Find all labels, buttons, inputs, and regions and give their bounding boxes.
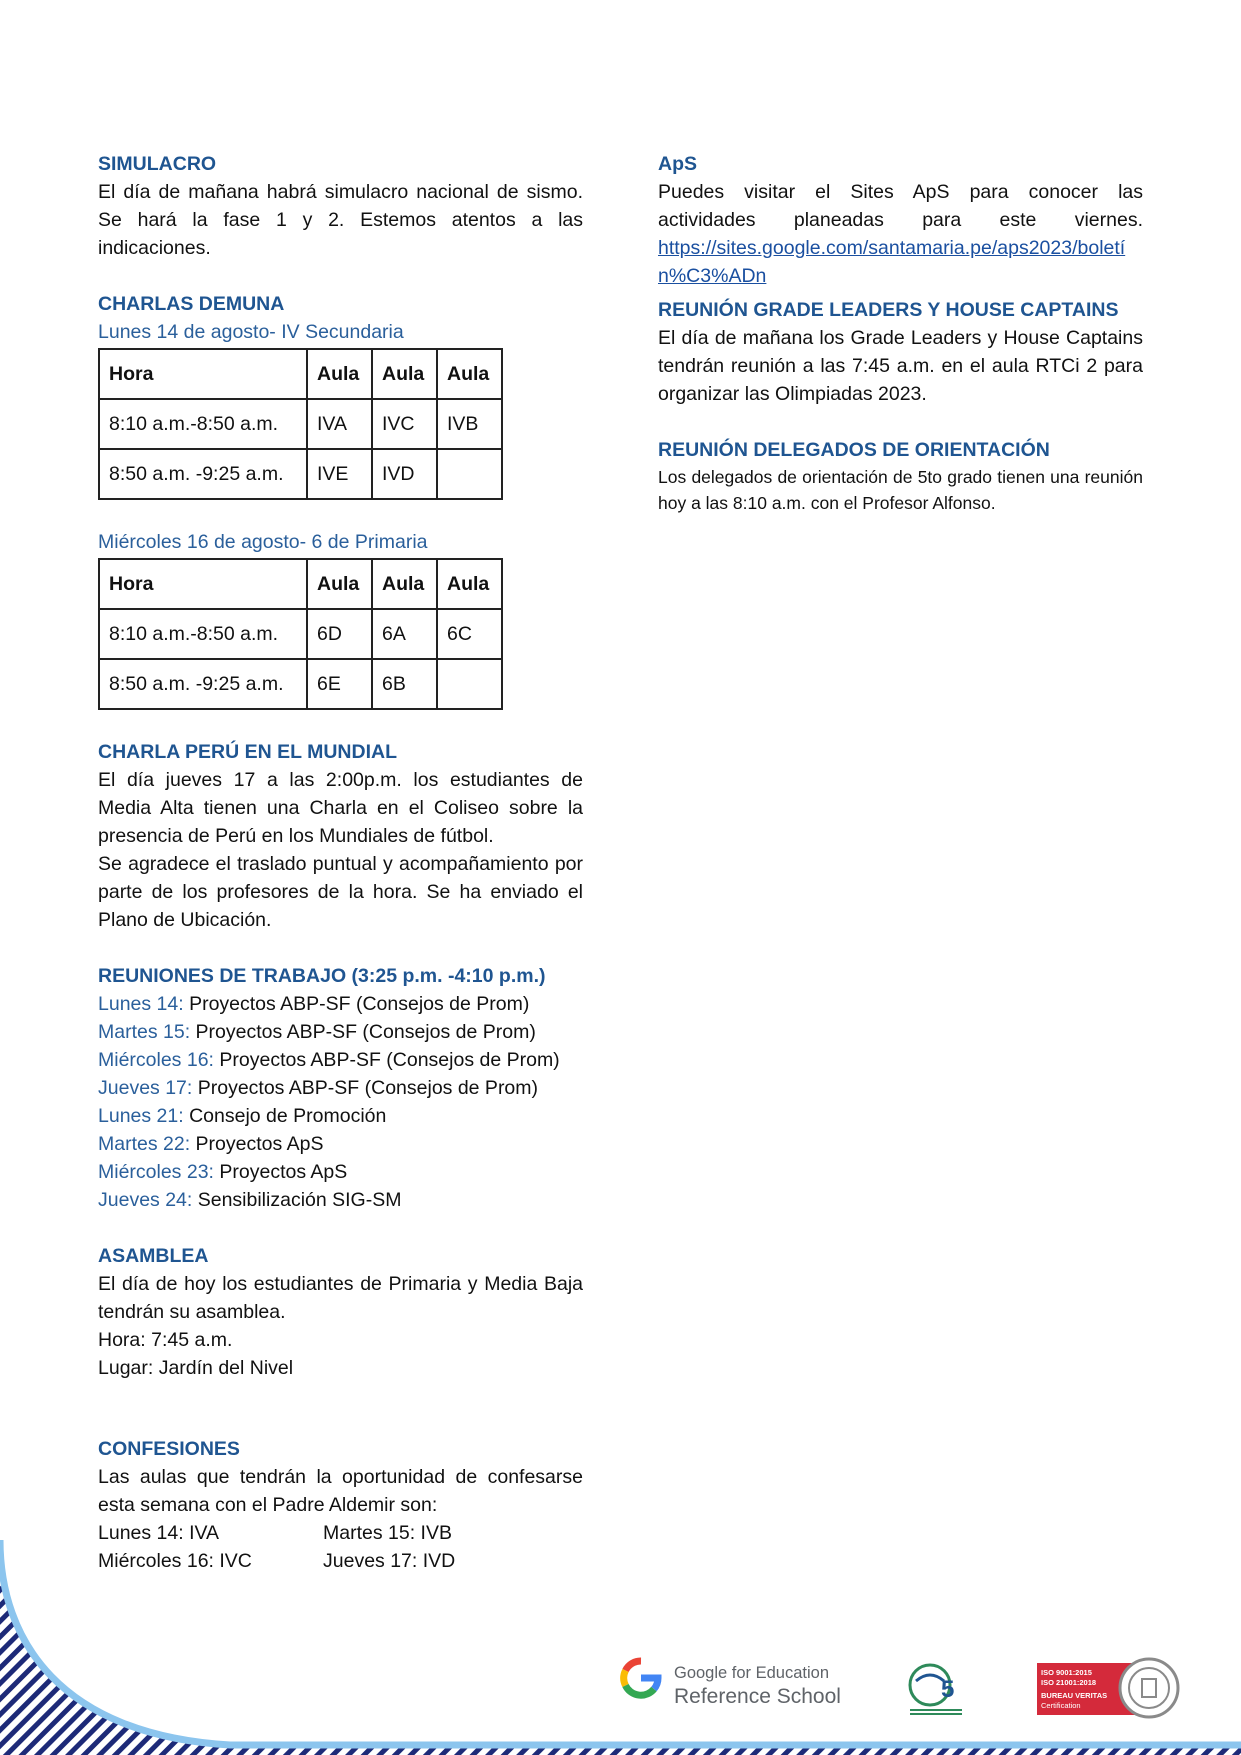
- aps-text-line1: Puedes visitar el Sites ApS para conocer las: [658, 181, 1143, 203]
- svg-text:5: 5: [941, 1676, 955, 1703]
- list-item-text: Consejo de Promoción: [183, 1105, 387, 1127]
- confesiones-item: Miércoles 16: IVC: [98, 1550, 252, 1572]
- list-item: [98, 1102, 583, 1130]
- grade-leaders-heading: REUNIÓN GRADE LEADERS Y HOUSE CAPTAINS: [658, 299, 1119, 321]
- table-cell: IVE: [307, 449, 372, 499]
- bv-line: ISO 9001:2015: [1041, 1668, 1092, 1677]
- table-cell: 6D: [307, 609, 372, 659]
- table-header-cell: Aula: [307, 559, 372, 609]
- list-item-text: Proyectos ABP-SF (Consejos de Prom): [213, 1049, 560, 1071]
- list-item-day: Jueves 17:: [98, 1077, 193, 1099]
- charlas-heading: CHARLAS DEMUNA: [98, 293, 285, 315]
- list-item-day: Martes 22:: [98, 1133, 191, 1155]
- table-cell: IVC: [372, 399, 437, 449]
- asamblea-heading: ASAMBLEA: [98, 1245, 209, 1267]
- list-item-day: Jueves 24:: [98, 1189, 193, 1211]
- table-header-cell: Hora: [99, 349, 307, 399]
- table-cell: 6B: [372, 659, 437, 709]
- simulacro-text: El día de mañana habrá simulacro nacional de sismo. Se hará la fase 1 y 2. Estemos atentos a las indicaciones.: [98, 181, 583, 259]
- table-cell: 6A: [372, 609, 437, 659]
- list-item-text: Proyectos ABP-SF (Consejos de Prom): [192, 1077, 539, 1099]
- table-cell: 6C: [437, 609, 502, 659]
- table-cell: [437, 659, 502, 709]
- asamblea-text: El día de hoy los estudiantes de Primaria y Media Baja tendrán su asamblea.: [98, 1273, 583, 1323]
- list-item-text: Proyectos ApS: [190, 1133, 324, 1155]
- list-item-text: Sensibilización SIG-SM: [192, 1189, 402, 1211]
- list-item: [98, 1158, 583, 1186]
- table-cell: IVA: [307, 399, 372, 449]
- list-item-text: Proyectos ApS: [213, 1161, 348, 1183]
- bv-line: ISO 21001:2018: [1041, 1678, 1097, 1687]
- table-cell: 8:10 a.m.-8:50 a.m.: [99, 399, 307, 449]
- list-item: [98, 990, 583, 1018]
- list-item-text: Proyectos ABP-SF (Consejos de Prom): [183, 993, 530, 1015]
- table-cell: [437, 449, 502, 499]
- confesiones-item: Lunes 14: IVA: [98, 1522, 220, 1544]
- list-item-day: Lunes 21:: [98, 1105, 184, 1127]
- list-item-day: Miércoles 23:: [98, 1161, 214, 1183]
- google-reference-text: Reference School: [674, 1685, 841, 1708]
- grade-leaders-text: El día de mañana los Grade Leaders y House Captains tendrán reunión a las 7:45 a.m. en el aula RTCi 2 para organizar las Olimpiadas 2023.: [658, 327, 1143, 405]
- peru-text-2: Se agradece el traslado puntual y acompañamiento por parte de los profesores de la hora. Se ha enviado el Plano de Ubicación.: [98, 853, 583, 931]
- confesiones-heading: CONFESIONES: [98, 1438, 240, 1460]
- simulacro-heading: SIMULACRO: [98, 153, 217, 175]
- bv-line: Certification: [1041, 1701, 1081, 1710]
- left-column: [98, 150, 583, 1575]
- table-cell: 8:10 a.m.-8:50 a.m.: [99, 609, 307, 659]
- confesiones-text: Las aulas que tendrán la oportunidad de confesarse esta semana con el Padre Aldemir son:: [98, 1466, 583, 1516]
- list-item: [98, 1074, 583, 1102]
- table-row: [99, 449, 502, 499]
- table-header-cell: Hora: [99, 559, 307, 609]
- school-emblem-icon: [896, 1655, 976, 1717]
- google-logo-icon: [620, 1657, 662, 1699]
- reuniones-heading: REUNIONES DE TRABAJO (3:25 p.m. -4:10 p.m.): [98, 965, 546, 987]
- bv-line: BUREAU VERITAS: [1041, 1691, 1108, 1700]
- charlas-table-secundaria: [98, 348, 503, 500]
- list-item: [98, 1046, 583, 1074]
- table-row: [99, 399, 502, 449]
- peru-heading: CHARLA PERÚ EN EL MUNDIAL: [98, 741, 398, 763]
- table-header-cell: Aula: [307, 349, 372, 399]
- table-cell: 8:50 a.m. -9:25 a.m.: [99, 659, 307, 709]
- table-row: [99, 659, 502, 709]
- bureau-veritas-seal-icon: [1118, 1657, 1180, 1719]
- table-row: [99, 609, 502, 659]
- list-item-text: Proyectos ABP-SF (Consejos de Prom): [190, 1021, 536, 1043]
- charlas-table2-caption: Miércoles 16 de agosto- 6 de Primaria: [98, 531, 428, 553]
- confesiones-item: Martes 15: IVB: [323, 1522, 452, 1544]
- aps-link[interactable]: https://sites.google.com/santamaria.pe/aps2023/boletín%C3%ADn: [658, 237, 1126, 287]
- list-item: [98, 1186, 583, 1214]
- table-header-row: [99, 559, 502, 609]
- list-item: [98, 1130, 583, 1158]
- table-cell: IVB: [437, 399, 502, 449]
- table-header-cell: Aula: [437, 559, 502, 609]
- footer-logos: [620, 1655, 1200, 1725]
- table-header-cell: Aula: [437, 349, 502, 399]
- delegados-text: Los delegados de orientación de 5to grado tienen una reunión hoy a las 8:10 a.m. con el Profesor Alfonso.: [658, 467, 1143, 513]
- list-item-day: Martes 15:: [98, 1021, 191, 1043]
- reuniones-list: [98, 990, 583, 1214]
- table-header-cell: Aula: [372, 559, 437, 609]
- asamblea-lugar: Lugar: Jardín del Nivel: [98, 1357, 294, 1379]
- aps-heading: ApS: [658, 153, 697, 175]
- list-item-day: Miércoles 16:: [98, 1049, 214, 1071]
- google-education-text: Google for Education: [674, 1664, 830, 1682]
- charlas-table1-caption: Lunes 14 de agosto- IV Secundaria: [98, 321, 404, 343]
- aps-text-line2: actividades planeadas para este viernes.: [658, 209, 1143, 231]
- charlas-table-primaria: [98, 558, 503, 710]
- delegados-heading: REUNIÓN DELEGADOS DE ORIENTACIÓN: [658, 439, 1050, 461]
- table-header-cell: Aula: [372, 349, 437, 399]
- table-cell: 6E: [307, 659, 372, 709]
- asamblea-hora: Hora: 7:45 a.m.: [98, 1329, 233, 1351]
- list-item-day: Lunes 14:: [98, 993, 184, 1015]
- table-cell: IVD: [372, 449, 437, 499]
- table-header-row: [99, 349, 502, 399]
- confesiones-item: Jueves 17: IVD: [323, 1550, 456, 1572]
- peru-text-1: El día jueves 17 a las 2:00p.m. los estudiantes de Media Alta tienen una Charla en el Coliseo sobre la presencia de Perú en los Mundiales de fútbol.: [98, 769, 583, 847]
- right-column: [658, 150, 1143, 516]
- list-item: [98, 1018, 583, 1046]
- table-cell: 8:50 a.m. -9:25 a.m.: [99, 449, 307, 499]
